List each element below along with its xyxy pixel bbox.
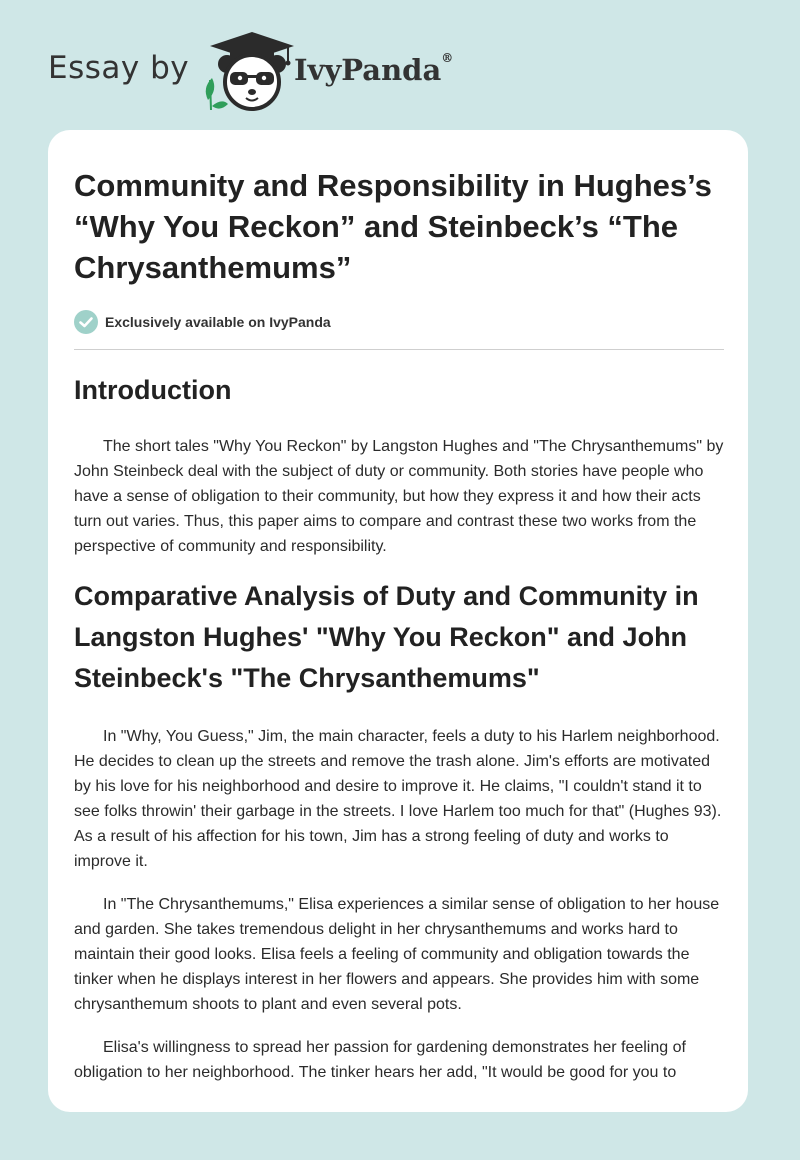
- essay-by-label: Essay by: [48, 50, 190, 86]
- site-header: [0, 0, 800, 130]
- essay-content: [74, 165, 724, 1085]
- check-circle-icon: [74, 310, 98, 334]
- title-divider: [74, 349, 724, 350]
- exclusive-badge-text: Exclusively available on IvyPanda: [105, 314, 331, 330]
- section-heading-comparative-analysis: Comparative Analysis of Duty and Community in Langston Hughes' "Why You Reckon" and John Steinbeck's "The Chrysanthemums": [74, 581, 699, 693]
- exclusive-badge: [74, 308, 724, 336]
- ivypanda-brand[interactable]: [294, 53, 453, 87]
- paragraph: Elisa's willingness to spread her passion for gardening demonstrates her feeling of obligation to her neighborhood. The tinker hears her add, "It would be good for you to: [74, 1039, 686, 1081]
- paragraph: In "Why, You Guess," Jim, the main character, feels a duty to his Harlem neighborhood. He decides to clean up the streets and remove the trash alone. Jim's efforts are motivated by his love for his neighborhood and desire to improve it. He claims, "I couldn't stand it to see folks throwin' their garbage in the streets. I love Harlem too much for that" (Hughes 93). As a result of his affection for his town, Jim has a strong feeling of duty and works to improve it.: [74, 728, 722, 870]
- brand-name-text: IvyPanda: [294, 53, 442, 87]
- paragraph: The short tales "Why You Reckon" by Langston Hughes and "The Chrysanthemums" by John Steinbeck deal with the subject of duty or community. Both stories have people who have a sense of obligation to their community, but how they express it and how their acts turn out varies. Thus, this paper aims to compare and contrast these two works from the perspective of community and responsibility.: [74, 438, 724, 555]
- panda-graduate-icon[interactable]: [200, 30, 300, 112]
- paragraph: In "The Chrysanthemums," Elisa experiences a similar sense of obligation to her house and garden. She takes tremendous delight in her chrysanthemums and works hard to maintain their good looks. Elisa feels a feeling of community and obligation towards the tinker when he displays interest in her flowers and appears. She provides him with some chrysanthemum shoots to plant and even several pots.: [74, 896, 720, 1013]
- registered-mark: ®: [441, 51, 454, 65]
- essay-card: [48, 130, 748, 1112]
- section-heading-introduction: Introduction: [74, 375, 232, 405]
- essay-title: Community and Responsibility in Hughes’s “Why You Reckon” and Steinbeck’s “The Chrysanthemums”: [74, 168, 712, 285]
